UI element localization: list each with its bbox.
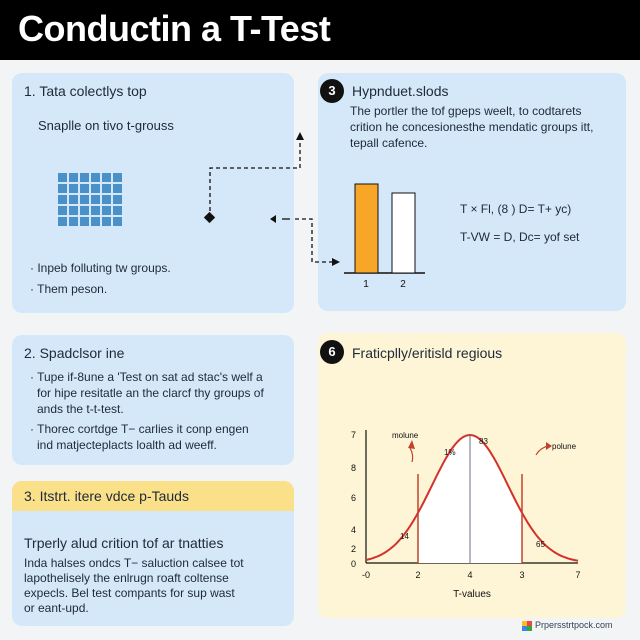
y-tick-label: 4: [350, 525, 356, 535]
annotation-arrow-left: [410, 448, 413, 462]
panel3-text-2: crition he concesionesthe mendatic groups itt,: [350, 120, 594, 134]
connector-up: [210, 138, 300, 218]
panel3b-text-2: lapothelisely the enlrugn roaft coltense: [24, 571, 229, 585]
arrow-up-icon: [296, 132, 304, 140]
annotation-peak2: 83: [479, 437, 488, 446]
annotation-peak: 1%: [444, 448, 456, 457]
bar-label-2: 2: [400, 279, 406, 290]
arrow-left-icon: [270, 215, 276, 223]
panel2-bullet-2a: · Thorec cortdge T− carlies it conp engen: [30, 422, 249, 436]
y-tick-label: 6: [350, 493, 356, 503]
bar-2: [392, 193, 415, 273]
panel1-subtitle: Snaplle on tivo t-grouss: [38, 118, 174, 133]
brand-footer: [522, 620, 613, 631]
distribution-chart: [351, 430, 581, 600]
panel2-bullet-1c: ands the t-t-test.: [37, 402, 124, 416]
arrow-right-icon: [332, 258, 340, 266]
x-tick-label: 2: [415, 570, 421, 580]
annotation-left: molune: [392, 431, 419, 440]
y-tick-label: 7: [350, 430, 356, 440]
formula-2: T-VW = D, Dc= yof set: [460, 230, 580, 244]
formula-1: T × Fl, (8 ) D= T+ yc): [460, 202, 572, 216]
panel3b-text-4: or eant-upd.: [24, 601, 89, 615]
panel3b-subtitle: Trperly alud crition tof ar tnatties: [24, 535, 224, 551]
step-number-badge: 6: [320, 340, 344, 364]
connector-right: [295, 219, 332, 262]
panel6-title: Fraticplly/eritisld regious: [352, 345, 503, 361]
arrow-up-icon: [408, 440, 415, 449]
panel1-bullet-1: · Inpeb folluting tw groups.: [30, 261, 171, 275]
y-tick-label: 0: [350, 559, 356, 569]
panel3b-text-3: expecls. Bel test compants for sup wast: [24, 586, 235, 600]
bar-chart: [344, 184, 425, 290]
panel2-title: 2. Spadclsor ine: [24, 345, 125, 361]
panel1-title: 1. Tata colectlys top: [24, 83, 147, 99]
step-number-badge: 3: [320, 79, 344, 103]
annotation-65: 65: [536, 540, 545, 549]
bar-label-1: 1: [363, 279, 369, 290]
panel3-title: Hypnduet.slods: [352, 83, 449, 99]
x-tick-label: -0: [361, 570, 371, 580]
annotation-right: polune: [552, 442, 577, 451]
panel3-text-3: tepall cafence.: [350, 136, 428, 150]
panel2-bullet-2b: ind matjecteplacts loalth ad weeff.: [37, 438, 217, 452]
panel2-bullet-1b: for hipe resitatle an the clarcf thy groups of: [37, 386, 264, 400]
panel3b-text-1: Inda halses ondcs T− saluction calsee tot: [24, 556, 244, 570]
page-title: Conductin a T-Test: [18, 8, 331, 49]
bar-1: [355, 184, 378, 273]
panel2-bullet-1a: · Tupe if-8une a 'Test on sat ad stac's welf a: [30, 370, 263, 384]
panel3b-title: 3. Itstrt. itere vdce p-Tauds: [24, 488, 189, 504]
brand-logo-icon: [522, 621, 532, 631]
panel3-text-1: The portler the tof gpeps weelt, to codtarets: [350, 104, 582, 118]
y-tick-label: 8: [350, 463, 356, 473]
x-tick-label: 4: [467, 570, 473, 580]
x-tick-label: 3: [519, 570, 525, 580]
brand-name: Prpersstrtpock.com: [535, 620, 613, 630]
x-tick-label: 7: [575, 570, 581, 580]
annotation-14: 14: [400, 532, 409, 541]
x-axis-label: T-values: [453, 589, 491, 600]
y-tick-label: 2: [350, 544, 356, 554]
panel1-bullet-2: · Them peson.: [30, 282, 108, 296]
diamond-node-icon: [204, 212, 215, 223]
